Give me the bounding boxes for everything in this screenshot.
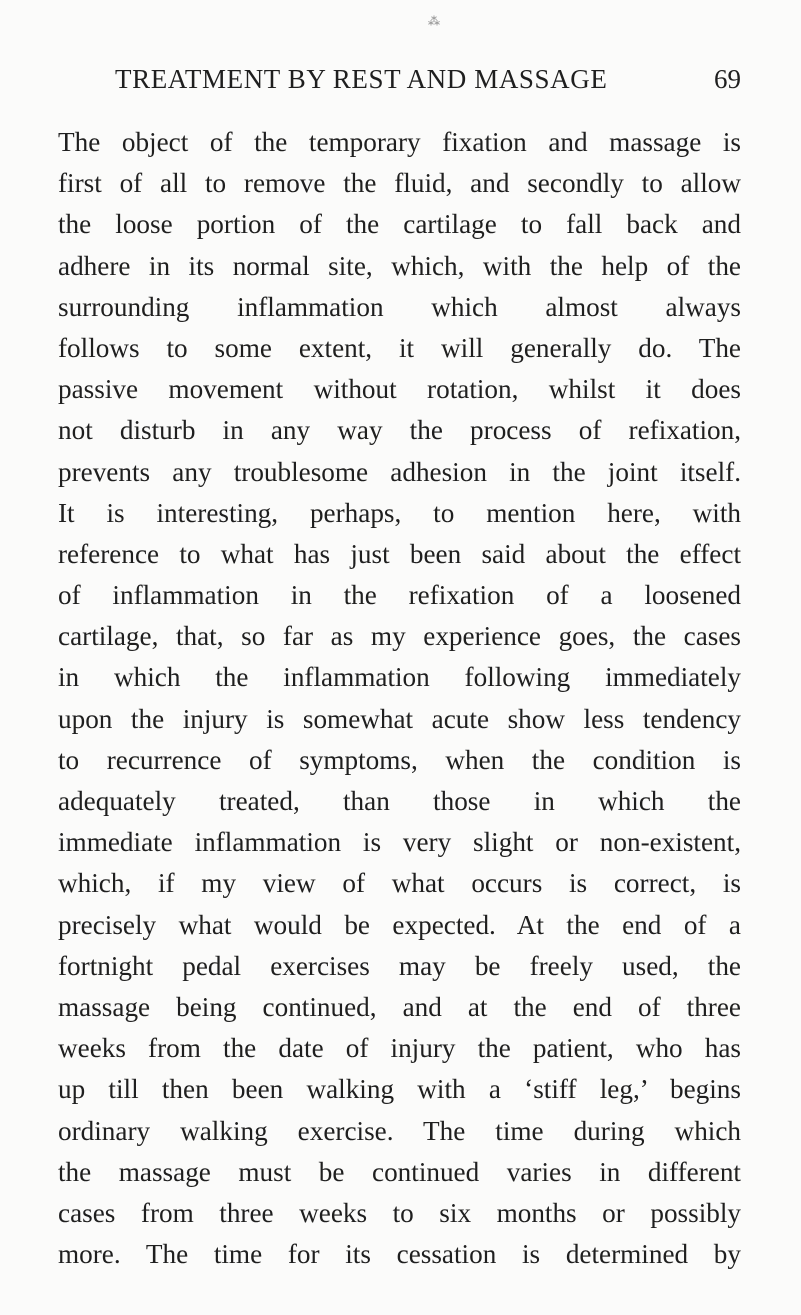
text-line: ordinary walking exercise. The time during which [58,1115,741,1146]
text-line: not disturb in any way the process of refixation, [58,415,741,446]
text-line: weeks from the date of injury the patient, who has [58,1033,741,1064]
text-line: more. The time for its cessation is determined by [58,1239,741,1270]
text-line: which, if my view of what occurs is correct, is [58,868,741,899]
text-line: up till then been walking with a ‘stiff leg,’ begins [58,1074,741,1105]
text-line: reference to what has just been said about the effect [58,538,741,569]
text-line: cartilage, that, so far as my experience goes, the cases [58,621,741,652]
text-line: the massage must be continued varies in different [58,1156,741,1187]
body-paragraphs [58,122,741,1275]
text-line: in which the inflammation following immediately [58,662,741,693]
printer-mark-icon: ⁂ [428,14,440,28]
page-number: 69 [714,64,741,94]
text-line: fortnight pedal exercises may be freely used, the [58,950,741,981]
text-line: cases from three weeks to six months or possibly [58,1197,741,1228]
page-header [58,64,741,104]
text-line: of inflammation in the refixation of a loosened [58,580,741,611]
text-line: first of all to remove the fluid, and secondly to allow [58,168,741,199]
text-line: massage being continued, and at the end of three [58,991,741,1022]
text-line: precisely what would be expected. At the end of a [58,909,741,940]
text-line: upon the injury is somewhat acute show less tendency [58,703,741,734]
text-line: follows to some extent, it will generally do. The [58,332,741,363]
text-line: The object of the temporary fixation and massage is [58,127,741,157]
text-line: the loose portion of the cartilage to fall back and [58,209,741,240]
text-line: to recurrence of symptoms, when the condition is [58,744,741,775]
text-line: prevents any troublesome adhesion in the joint itself. [58,456,741,487]
text-line: surrounding inflammation which almost always [58,291,741,322]
running-head: TREATMENT BY REST AND MASSAGE [115,64,608,94]
text-line: It is interesting, perhaps, to mention here, with [58,497,741,528]
text-line: passive movement without rotation, whilst it does [58,374,741,405]
text-line: adhere in its normal site, which, with the help of the [58,250,741,281]
text-line: adequately treated, than those in which the [58,786,741,816]
text-line: immediate inflammation is very slight or non-existent, [58,827,741,858]
